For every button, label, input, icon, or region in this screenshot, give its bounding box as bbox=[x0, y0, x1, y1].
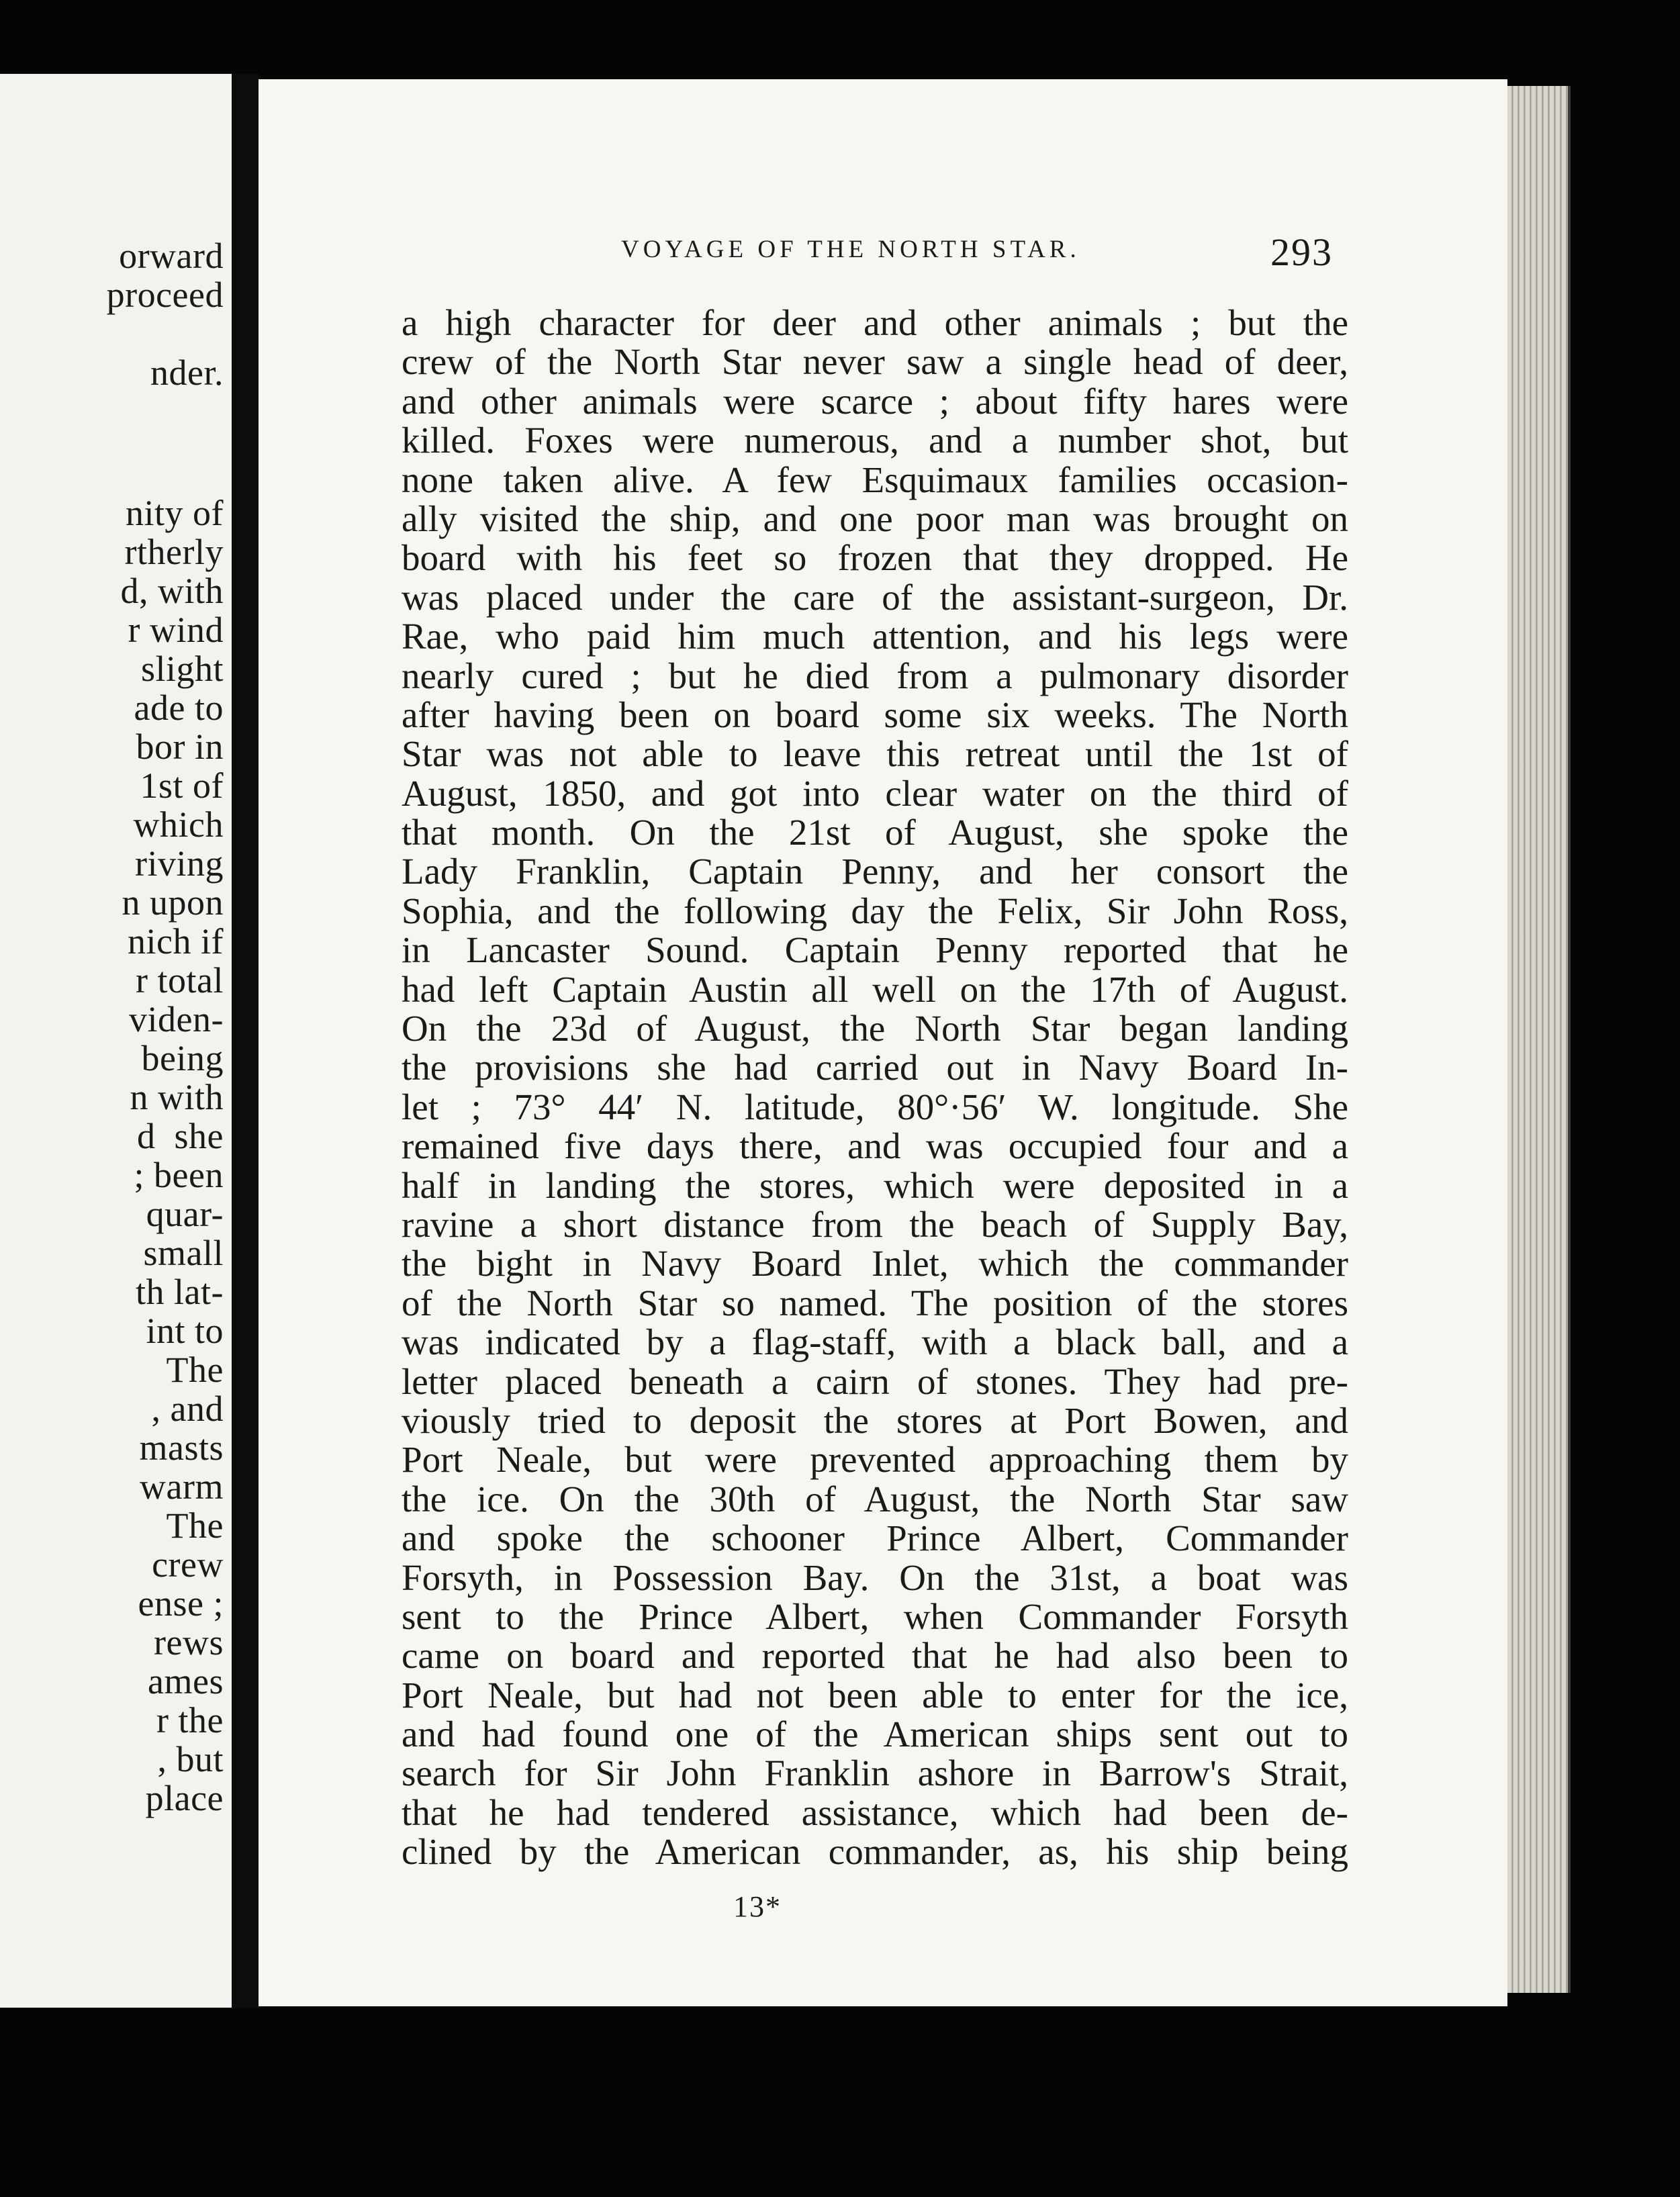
left-page-fragment: nich if bbox=[128, 921, 224, 962]
running-head: VOYAGE OF THE NORTH STAR. bbox=[621, 236, 1080, 263]
left-page-fragment: th lat- bbox=[136, 1272, 224, 1312]
left-page-fragment: rtherly bbox=[124, 532, 224, 572]
text-line: sent to the Prince Albert, when Commander Forsyth bbox=[402, 1595, 1348, 1637]
body-text bbox=[402, 303, 1348, 1872]
text-line: a high character for deer and other animals ; but the bbox=[402, 302, 1348, 343]
text-line: the ice. On the 30th of August, the North Star saw bbox=[402, 1478, 1348, 1520]
text-line: Forsyth, in Possession Bay. On the 31st, a boat was bbox=[402, 1556, 1348, 1598]
left-page-fragment: place bbox=[145, 1778, 224, 1818]
left-page-fragment: n upon bbox=[122, 882, 224, 923]
left-page-fragment: bor in bbox=[136, 727, 224, 767]
left-page-fragment: crew bbox=[152, 1544, 224, 1585]
text-line: that month. On the 21st of August, she spoke the bbox=[402, 812, 1348, 853]
page-number: 293 bbox=[1270, 230, 1333, 274]
left-page-fragment: n with bbox=[130, 1077, 224, 1117]
text-line: had left Captain Austin all well on the 17th of August. bbox=[402, 968, 1348, 1010]
book-gutter bbox=[232, 74, 259, 2008]
text-line: Star was not able to leave this retreat until the 1st of bbox=[402, 733, 1348, 775]
text-line: Port Neale, but had not been able to enter for the ice, bbox=[402, 1674, 1348, 1716]
text-line: crew of the North Star never saw a single head of deer, bbox=[402, 341, 1348, 383]
text-line: Sophia, and the following day the Felix, Sir John Ross, bbox=[402, 890, 1348, 931]
text-line: ally visited the ship, and one poor man was brought on bbox=[402, 498, 1348, 539]
left-page-fragment: ade to bbox=[134, 688, 224, 728]
left-page-fragment: The bbox=[166, 1505, 224, 1546]
text-line: August, 1850, and got into clear water on the third of bbox=[402, 772, 1348, 814]
left-page-fragment: d, with bbox=[120, 571, 224, 611]
page-edges bbox=[1507, 86, 1571, 1993]
left-page-fragment: orward bbox=[119, 236, 224, 276]
text-line: remained five days there, and was occupied four and a bbox=[402, 1125, 1348, 1167]
left-page-fragment: which bbox=[124, 804, 224, 845]
text-line: On the 23d of August, the North Star began landing bbox=[402, 1008, 1348, 1049]
text-line: and had found one of the American ships sent out to bbox=[402, 1714, 1348, 1755]
left-page-fragment: quar- bbox=[136, 1194, 224, 1234]
text-line: that he had tendered assistance, which had been de- bbox=[402, 1791, 1348, 1833]
left-page-fragment: warm bbox=[140, 1466, 224, 1507]
text-line: in Lancaster Sound. Captain Penny reported that he bbox=[402, 929, 1348, 971]
left-page-fragment: ense ; bbox=[138, 1583, 224, 1624]
left-page-fragment: d she bbox=[137, 1116, 224, 1156]
text-line: search for Sir John Franklin ashore in Barrow's Strait, bbox=[402, 1752, 1348, 1794]
text-line: the bight in Navy Board Inlet, which the commander bbox=[402, 1243, 1348, 1284]
left-page-fragment: proceed bbox=[106, 275, 224, 315]
text-line: was indicated by a flag-staff, with a black ball, and a bbox=[402, 1321, 1348, 1363]
left-page-fragment: nity of bbox=[126, 493, 224, 533]
left-page-fragment: nder. bbox=[150, 353, 224, 393]
left-page-fragment: riving bbox=[135, 843, 224, 884]
signature-mark: 13* bbox=[733, 1890, 782, 1923]
left-page-fragment: viden- bbox=[129, 999, 224, 1039]
text-line: came on board and reported that he had also been to bbox=[402, 1635, 1348, 1677]
text-line: ravine a short distance from the beach of Supply Bay, bbox=[402, 1203, 1348, 1245]
left-page-fragment: r wind bbox=[128, 610, 224, 650]
text-line: half in landing the stores, which were deposited in a bbox=[402, 1164, 1348, 1206]
left-page-fragment: The bbox=[166, 1350, 224, 1390]
left-page-fragment: masts bbox=[139, 1428, 224, 1468]
left-page-fragment: int to bbox=[146, 1311, 224, 1351]
text-line: letter placed beneath a cairn of stones. They had pre- bbox=[402, 1360, 1348, 1402]
left-page-fragment: being bbox=[132, 1038, 224, 1078]
text-line: none taken alive. A few Esquimaux families occasion- bbox=[402, 459, 1348, 500]
text-line: board with his feet so frozen that they dropped. He bbox=[402, 537, 1348, 579]
page-header bbox=[621, 230, 1333, 277]
text-line: and other animals were scarce ; about fifty hares were bbox=[402, 380, 1348, 422]
left-page-fragment: r total bbox=[136, 960, 224, 1000]
text-line: viously tried to deposit the stores at Port Bowen, and bbox=[402, 1399, 1348, 1441]
left-page-fragment: r the bbox=[156, 1700, 224, 1740]
text-line: the provisions she had carried out in Navy Board In- bbox=[402, 1047, 1348, 1088]
left-page-fragment: rews bbox=[154, 1622, 224, 1663]
text-line: killed. Foxes were numerous, and a number shot, but bbox=[402, 420, 1348, 461]
left-page bbox=[0, 74, 234, 2008]
text-line: Rae, who paid him much attention, and his legs were bbox=[402, 616, 1348, 657]
text-line: and spoke the schooner Prince Albert, Commander bbox=[402, 1517, 1348, 1559]
left-page-fragment: slight bbox=[131, 649, 224, 689]
text-line: let ; 73° 44′ N. latitude, 80°·56′ W. longitude. She bbox=[402, 1086, 1348, 1127]
text-line: of the North Star so named. The position of the stores bbox=[402, 1282, 1348, 1323]
text-line: was placed under the care of the assistant-surgeon, Dr. bbox=[402, 576, 1348, 618]
left-page-fragment: ; been bbox=[134, 1155, 224, 1195]
text-line: after having been on board some six weeks. The North bbox=[402, 694, 1348, 735]
left-page-fragment: small bbox=[143, 1233, 224, 1273]
text-line: clined by the American commander, as, his ship being bbox=[402, 1831, 1348, 1873]
text-line: nearly cured ; but he died from a pulmonary disorder bbox=[402, 655, 1348, 696]
left-page-fragment: , and bbox=[151, 1389, 224, 1429]
left-page-fragment: ames bbox=[148, 1661, 224, 1701]
text-line: Port Neale, but were prevented approaching them by bbox=[402, 1439, 1348, 1481]
left-page-fragment: , but bbox=[157, 1739, 224, 1779]
left-page-fragment: 1st of bbox=[140, 765, 224, 806]
text-line: Lady Franklin, Captain Penny, and her consort the bbox=[402, 851, 1348, 892]
